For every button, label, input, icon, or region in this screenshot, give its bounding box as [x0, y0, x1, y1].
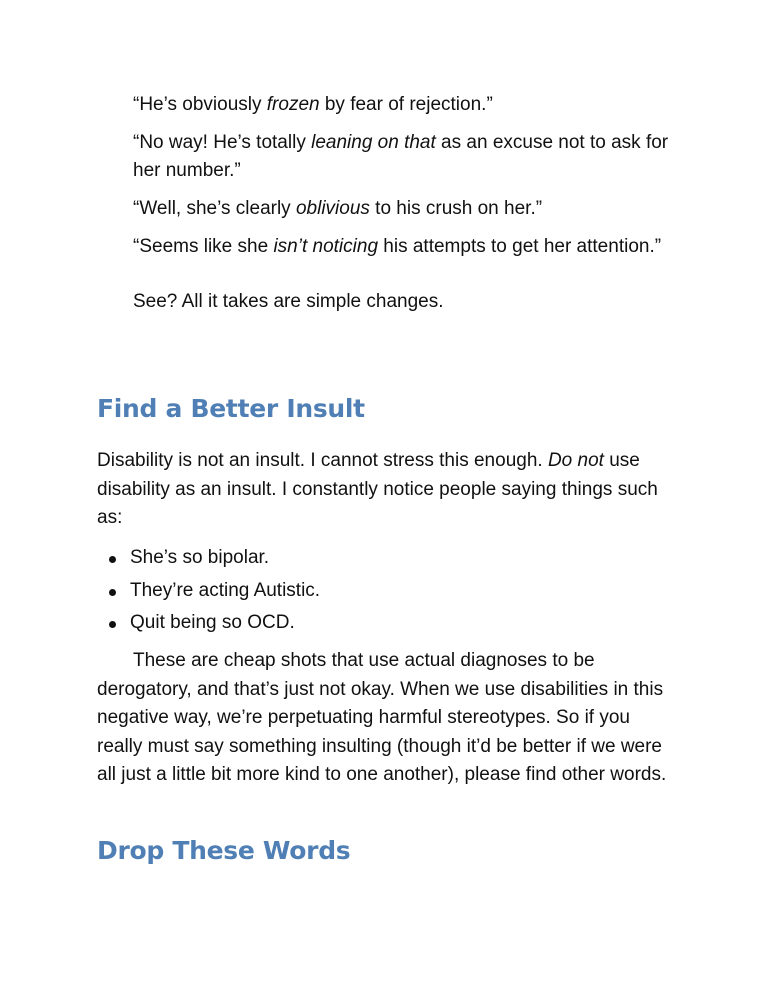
list-item: She’s so bipolar.: [97, 542, 320, 575]
quote-3: “Well, she’s clearly oblivious to his crush on her.”: [133, 198, 543, 219]
quote-2: “No way! He’s totally leaning on that as an excuse not to ask for her number.”: [133, 132, 669, 181]
section-heading-drop-these-words: Drop These Words: [97, 836, 351, 865]
insult-examples-list: [97, 542, 320, 640]
example-quotes: [133, 91, 693, 326]
explanation-paragraph: These are cheap shots that use actual diagnoses to be derogatory, and that’s just not okay. When we use disabilities in this negative way, we’re perpetuating harmful stereotypes. So if you really must say something insulting (though it’d be better if we were all just a little bit more kind to one another), please find other words.: [97, 650, 667, 785]
quote-4: “Seems like she isn’t noticing his attempts to get her attention.”: [133, 236, 662, 257]
list-item: They’re acting Autistic.: [97, 575, 320, 608]
intro-paragraph: Disability is not an insult. I cannot stress this enough. Do not use disability as an insult. I constantly notice people saying things such as:: [97, 450, 658, 528]
list-item: Quit being so OCD.: [97, 607, 320, 640]
closing-line: See? All it takes are simple changes.: [133, 291, 444, 312]
quote-1: “He’s obviously frozen by fear of rejection.”: [133, 94, 493, 115]
section-heading-find-better-insult: Find a Better Insult: [97, 394, 365, 423]
